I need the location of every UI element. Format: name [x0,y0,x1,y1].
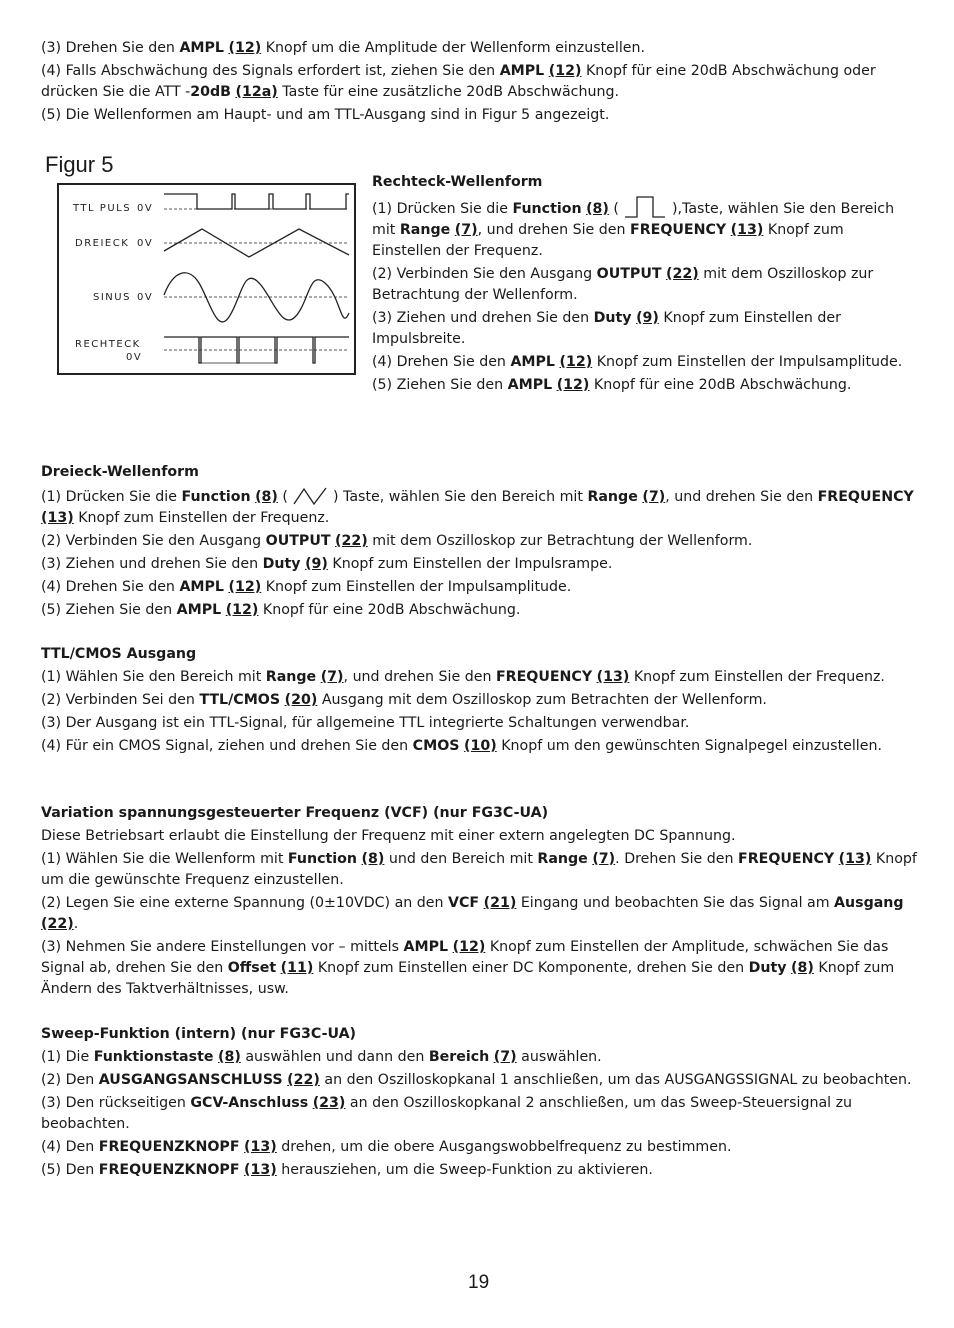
sweep-step-1: (1) Die Funktionstaste (8) auswählen und dann den Bereich (7) auswählen. [41,1049,602,1065]
label-ttl-puls: TTL PULS [73,203,132,214]
vcf-intro: Diese Betriebsart erlaubt die Einstellung der Frequenz mit einer extern angelegten DC Spannung. [41,828,736,844]
sweep-step-2: (2) Den AUSGANGSANSCHLUSS (22) an den Oszilloskopkanal 1 anschließen, um das AUSGANGSSIGNAL zu beobachten. [41,1072,912,1088]
rechteck-step-5: (5) Ziehen Sie den AMPL (12) Knopf für eine 20dB Abschwächung. [372,377,852,393]
dreieck-step-2: (2) Verbinden Sie den Ausgang OUTPUT (22) mit dem Oszilloskop zur Betrachtung der Wellenform. [41,533,753,549]
ttl-step-4: (4) Für ein CMOS Signal, ziehen und drehen Sie den CMOS (10) Knopf um den gewünschten Signalpegel einzustellen. [41,738,882,754]
figure-title: Figur 5 [45,152,114,177]
rechteck-step-2: (2) Verbinden Sie den Ausgang OUTPUT (22) mit dem Oszilloskop zur Betrachtung der Wellenform. [372,266,874,303]
label-zero-rect: 0V [126,352,143,363]
intro-step-5: (5) Die Wellenformen am Haupt- und am TTL-Ausgang sind in Figur 5 angezeigt. [41,107,610,123]
label-rechteck: RECHTECK [75,339,141,350]
label-zero-ttl: 0V [137,203,154,214]
dreieck-step-4: (4) Drehen Sie den AMPL (12) Knopf zum Einstellen der Impulsamplitude. [41,579,572,595]
vcf-section [41,803,917,1002]
dreieck-step-1: (1) Drücken Sie die Function (8) ( ) Taste, wählen Sie den Bereich mit Range (7), und drehen Sie den FREQUENCY (13) Knopf zum Einstellen der Frequenz. [41,485,917,529]
rechteck-step-3: (3) Ziehen und drehen Sie den Duty (9) Knopf zum Einstellen der Impulsbreite. [372,310,841,347]
intro-section [41,38,917,128]
square-wave-icon [623,195,667,219]
label-zero-tri: 0V [137,238,154,249]
vcf-step-3: (3) Nehmen Sie andere Einstellungen vor – mittels AMPL (12) Knopf zum Einstellen der Amplitude, schwächen Sie das Signal ab, drehen Sie den Offset (11) Knopf zum Einstellen einer DC Komponente, drehen Sie den Duty (8) Knopf zum Ändern des Taktverhältnisses, usw. [41,939,895,997]
waveform-figure [57,183,356,375]
ttl-step-2: (2) Verbinden Sei den TTL/CMOS (20) Ausgang mit dem Oszilloskop zum Betrachten der Wellenform. [41,692,767,708]
intro-step-4: (4) Falls Abschwächung des Signals erfordert ist, ziehen Sie den AMPL (12) Knopf für eine 20dB Abschwächung oder drücken Sie die ATT -20dB (12a) Taste für eine zusätzliche 20dB Abschwächung. [41,63,876,100]
ttl-heading: TTL/CMOS Ausgang [41,646,197,662]
dreieck-section [41,462,917,623]
dreieck-step-5: (5) Ziehen Sie den AMPL (12) Knopf für eine 20dB Abschwächung. [41,602,521,618]
sweep-heading: Sweep-Funktion (intern) (nur FG3C-UA) [41,1026,357,1042]
dreieck-heading: Dreieck-Wellenform [41,464,199,480]
vcf-step-1: (1) Wählen Sie die Wellenform mit Function (8) und den Bereich mit Range (7). Drehen Sie den FREQUENCY (13) Knopf um die gewünschte Frequenz einzustellen. [41,851,917,888]
intro-step-3: (3) Drehen Sie den AMPL (12) Knopf um die Amplitude der Wellenform einzustellen. [41,40,646,56]
label-zero-sin: 0V [137,292,154,303]
triangle-wave-icon [292,485,328,507]
ttl-step-1: (1) Wählen Sie den Bereich mit Range (7), und drehen Sie den FREQUENCY (13) Knopf zum Einstellen der Frequenz. [41,669,885,685]
label-sinus: SINUS [93,292,131,303]
rechteck-step-1: (1) Drücken Sie die Function (8) ( ),Taste, wählen Sie den Bereich mit Range (7), und drehen Sie den FREQUENCY (13) Knopf zum Einstellen der Frequenz. [372,195,917,262]
ttl-pulse-trace [164,194,349,209]
sweep-step-5: (5) Den FREQUENZKNOPF (13) herausziehen, um die Sweep-Funktion zu aktivieren. [41,1162,653,1178]
ttl-cmos-section [41,644,917,759]
vcf-step-2: (2) Legen Sie eine externe Spannung (0±10VDC) an den VCF (21) Eingang und beobachten Sie das Signal am Ausgang (22). [41,895,904,932]
vcf-heading: Variation spannungsgesteuerter Frequenz (VCF) (nur FG3C-UA) [41,805,549,821]
sweep-section [41,1024,917,1183]
ttl-step-3: (3) Der Ausgang ist ein TTL-Signal, für allgemeine TTL integrierte Schaltungen verwendbar. [41,715,690,731]
waveform-traces [59,185,354,373]
sweep-step-4: (4) Den FREQUENZKNOPF (13) drehen, um die obere Ausgangswobbelfrequenz zu bestimmen. [41,1139,732,1155]
sweep-step-3: (3) Den rückseitigen GCV-Anschluss (23) an den Oszilloskopkanal 2 anschließen, um das Sweep-Steuersignal zu beobachten. [41,1095,853,1132]
label-dreieck: DREIECK [75,238,130,249]
rechteck-section [372,172,917,398]
page-number: 19 [468,1272,490,1293]
rechteck-step-4: (4) Drehen Sie den AMPL (12) Knopf zum Einstellen der Impulsamplitude. [372,354,903,370]
rechteck-heading: Rechteck-Wellenform [372,174,543,190]
dreieck-step-3: (3) Ziehen und drehen Sie den Duty (9) Knopf zum Einstellen der Impulsrampe. [41,556,613,572]
